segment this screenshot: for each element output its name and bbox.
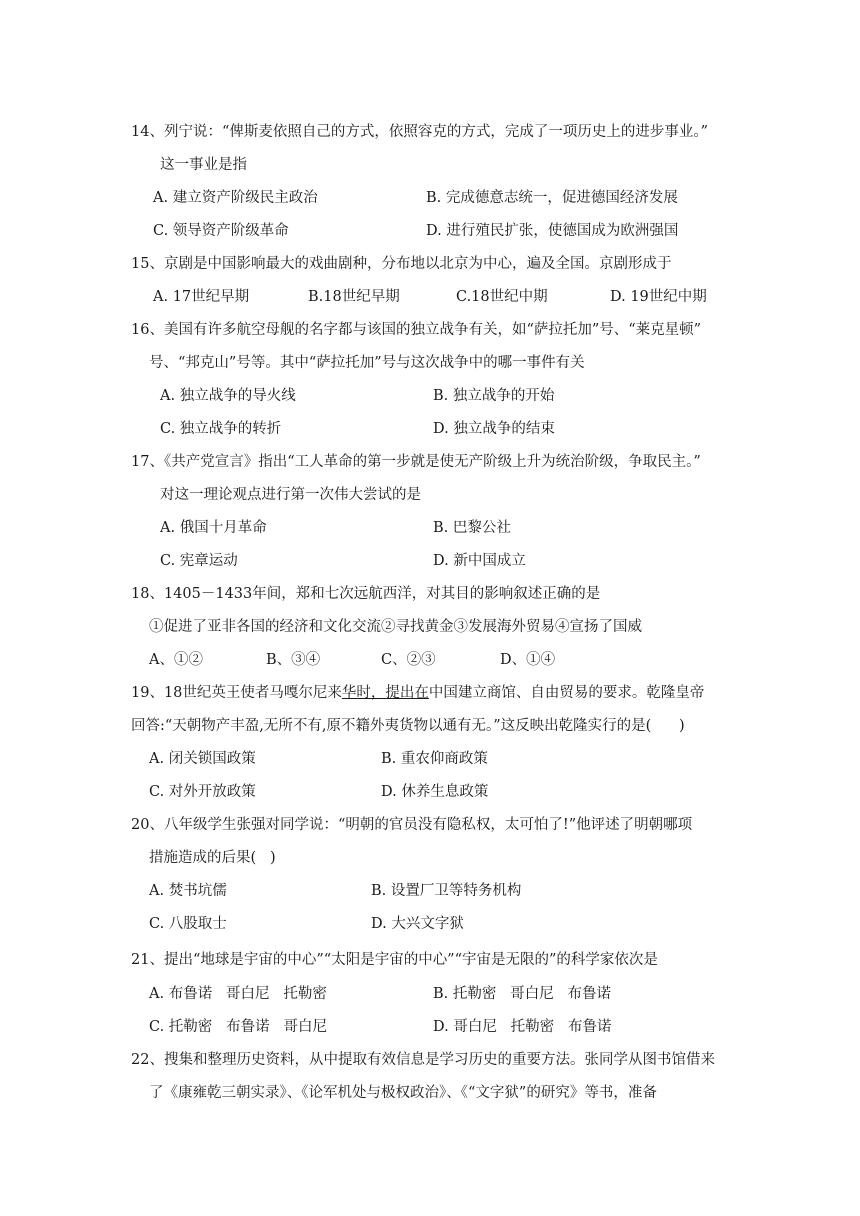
question-19-stem-underlined: 华时，提出在 [341,685,429,701]
question-14-stem: 14、列宁说：“俾斯麦依照自己的方式，依照容克的方式，完成了一项历史上的进步事业。” [131,124,709,140]
question-19-stem [131,683,704,703]
question-20-stem: 20、八年级学生张强对同学说：“明朝的官员没有隐私权，太可怕了!”他评述了明朝哪项 [131,817,693,833]
question-18-statements: ①促进了亚非各国的经济和文化交流②寻找黄金③发展海外贸易④宣扬了国威 [149,619,642,635]
question-15-option-c[interactable]: C.18世纪中期 [456,289,548,305]
question-16-stem-cont: 号、“邦克山”号等。其中“萨拉托加”号与这次战争中的哪一事件有关 [149,355,585,371]
question-19-option-d[interactable]: D. 休养生息政策 [381,784,489,800]
question-15-option-d[interactable]: D. 19世纪中期 [610,289,707,305]
question-19-option-a[interactable]: A. 闭关锁国政策 [149,751,256,767]
question-21-stem: 21、提出“地球是宇宙的中心”“太阳是宇宙的中心”“宇宙是无限的”的科学家依次是 [131,952,658,968]
question-20-option-b[interactable]: B. 设置厂卫等特务机构 [371,883,522,899]
question-17-option-d[interactable]: D. 新中国成立 [433,553,526,569]
question-22-stem-cont: 了《康雍乾三朝实录》、《论军机处与极权政治》、《“文字狱”的研究》等书，准备 [149,1085,657,1101]
question-15-option-a[interactable]: A. 17世纪早期 [153,289,250,305]
question-21-option-a[interactable]: A. 布鲁诺 哥白尼 托勒密 [149,986,327,1002]
question-15-option-b[interactable]: B.18世纪早期 [308,289,400,305]
question-16-stem: 16、美国有许多航空母舰的名字都与该国的独立战争有关，如“萨拉托加”号、“莱克星顿” [131,322,702,338]
question-16-option-a[interactable]: A. 独立战争的导火线 [160,388,296,404]
question-18-option-b[interactable]: B、③④ [266,652,321,668]
question-19-option-b[interactable]: B. 重农仰商政策 [381,751,488,767]
question-21-option-c[interactable]: C. 托勒密 布鲁诺 哥白尼 [149,1019,327,1035]
question-20-stem-cont: 措施造成的后果( ) [149,850,276,866]
question-17-option-b[interactable]: B. 巴黎公社 [433,520,511,536]
question-18-option-c[interactable]: C、②③ [381,652,436,668]
question-14-option-d[interactable]: D. 进行殖民扩张，使德国成为欧洲强国 [426,223,679,239]
question-17-stem-cont: 对这一理论观点进行第一次伟大尝试的是 [160,487,421,503]
question-14-option-b[interactable]: B. 完成德意志统一，促进德国经济发展 [426,190,678,206]
question-19-stem-cont: 回答:“天朝物产丰盈,无所不有,原不籍外夷货物以通有无。”这反映出乾隆实行的是( ) [131,718,685,734]
question-17-stem: 17、《共产党宣言》指出“工人革命的第一步就是使无产阶级上升为统治阶级，争取民主。” [131,454,701,470]
question-14-option-a[interactable]: A. 建立资产阶级民主政治 [153,190,318,206]
question-17-option-c[interactable]: C. 宪章运动 [160,553,238,569]
question-21-option-b[interactable]: B. 托勒密 哥白尼 布鲁诺 [433,986,612,1002]
question-18-option-a[interactable]: A、①② [149,652,203,668]
question-18-stem: 18、1405－1433年间，郑和七次远航西洋，对其目的影响叙述正确的是 [131,586,601,602]
question-20-option-d[interactable]: D. 大兴文字狱 [371,916,464,932]
question-19-stem-pre: 19、18世纪英王使者马嘎尔尼来 [131,685,342,701]
question-19-stem-post: 中国建立商馆、自由贸易的要求。乾隆皇帝 [428,685,705,701]
question-15-stem: 15、京剧是中国影响最大的戏曲剧种，分布地以北京为中心，遍及全国。京剧形成于 [131,256,672,272]
question-20-option-a[interactable]: A. 焚书坑儒 [149,883,227,899]
question-20-option-c[interactable]: C. 八股取士 [149,916,227,932]
question-14-stem-cont: 这一事业是指 [160,157,247,173]
question-14-option-c[interactable]: C. 领导资产阶级革命 [153,223,289,239]
question-21-option-d[interactable]: D. 哥白尼 托勒密 布鲁诺 [433,1019,612,1035]
question-17-option-a[interactable]: A. 俄国十月革命 [160,520,267,536]
question-16-option-d[interactable]: D. 独立战争的结束 [433,421,555,437]
question-16-option-b[interactable]: B. 独立战争的开始 [433,388,555,404]
question-18-option-d[interactable]: D、①④ [500,652,556,668]
question-16-option-c[interactable]: C. 独立战争的转折 [160,421,282,437]
question-19-option-c[interactable]: C. 对外开放政策 [149,784,256,800]
question-22-stem: 22、搜集和整理历史资料，从中提取有效信息是学习历史的重要方法。张同学从图书馆借来 [131,1052,715,1068]
